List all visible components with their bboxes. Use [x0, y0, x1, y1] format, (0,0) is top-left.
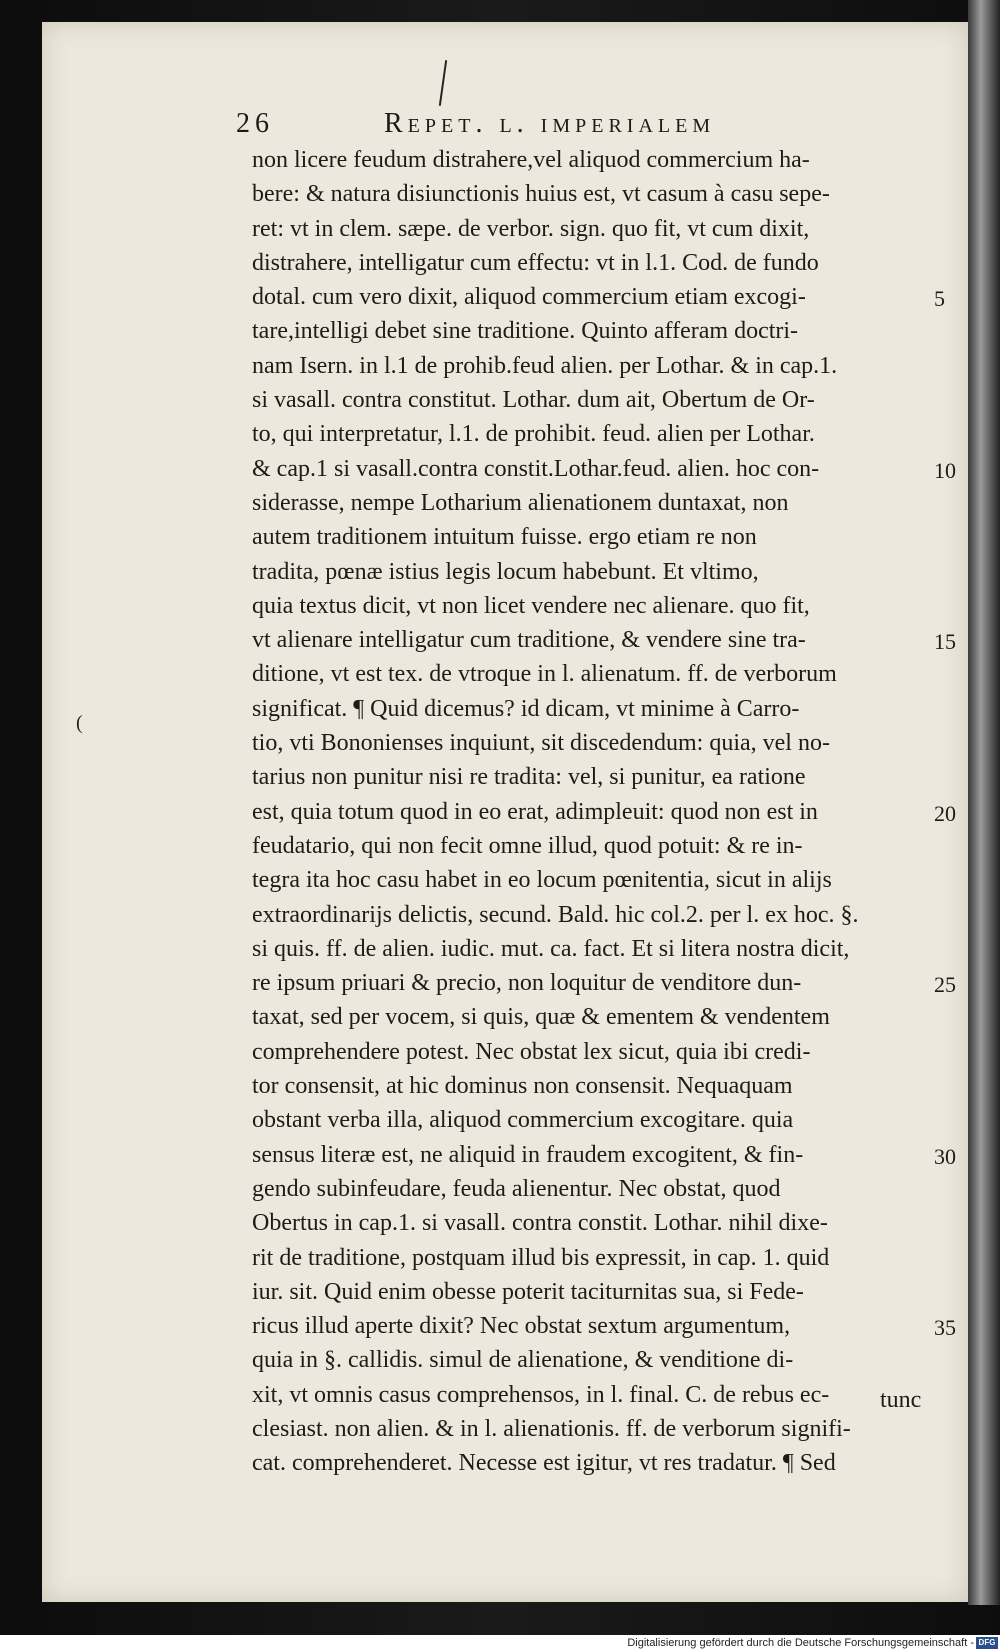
text-line: feudatario, qui non fecit omne illud, quod potuit: & re in- — [252, 832, 803, 859]
text-line: clesiast. non alien. & in l. alienationis. ff. de verborum signifi- — [252, 1415, 851, 1442]
text-line: & cap.1 si vasall.contra constit.Lothar.feud. alien. hoc con- — [252, 455, 820, 482]
margin-line-number: 30 — [934, 1143, 956, 1169]
text-line: ret: vt in clem. sæpe. de verbor. sign. quo fit, vt cum dixit, — [252, 215, 810, 242]
text-line: tio, vti Bononienses inquiunt, sit discedendum: quia, vel no- — [252, 730, 830, 757]
text-line: tradita, pœnæ istius legis locum habebunt. Et vltimo, — [252, 558, 759, 585]
text-line: non licere feudum distrahere,vel aliquod commercium ha- — [252, 147, 810, 173]
margin-line-number: 5 — [934, 286, 945, 312]
text-line: tare,intelligi debet sine traditione. Quinto afferam doctri- — [252, 318, 799, 345]
text-line: est, quia totum quod in eo erat, adimpleuit: quod non est in — [252, 798, 818, 825]
text-line: vt alienare intelligatur cum traditione, & vendere sine tra- — [252, 627, 806, 654]
margin-line-number: 25 — [934, 972, 956, 998]
text-line: cat. comprehenderet. Necesse est igitur, vt res tradatur. ¶ Sed — [252, 1450, 836, 1477]
page-number: 26 — [236, 108, 274, 139]
margin-line-number: 35 — [934, 1315, 956, 1341]
text-line: extraordinarijs delictis, secund. Bald. hic col.2. per l. ex hoc. §. — [252, 901, 859, 928]
digitization-footer — [0, 1635, 1000, 1651]
text-line: quia in §. callidis. simul de alienatione, & venditione di- — [252, 1347, 794, 1374]
text-line: comprehendere potest. Nec obstat lex sicut, quia ibi credi- — [252, 1038, 811, 1065]
text-line: obstant verba illa, aliquod commercium excogitare. quia — [252, 1107, 794, 1134]
text-line: si vasall. contra constitut. Lothar. dum ait, Obertum de Or- — [252, 387, 815, 414]
text-line: significat. ¶ Quid dicemus? id dicam, vt minime à Carro- — [252, 695, 800, 722]
running-title: Repet. l. imperialem — [384, 108, 716, 139]
margin-line-number: 20 — [934, 800, 956, 826]
footer-credit: Digitalisierung gefördert durch die Deutsche Forschungsgemeinschaft - — [627, 1637, 974, 1649]
body-text — [252, 143, 892, 1481]
text-line: tarius non punitur nisi re tradita: vel, si punitur, ea ratione — [252, 764, 806, 791]
text-line: distrahere, intelligatur cum effectu: vt in l.1. Cod. de fundo — [252, 249, 819, 276]
catchword: tunc — [880, 1387, 922, 1413]
margin-line-number: 15 — [934, 629, 956, 655]
text-line: iur. sit. Quid enim obesse poterit taciturnitas sua, si Fede- — [252, 1278, 804, 1305]
text-line: nam Isern. in l.1 de prohib.feud alien. per Lothar. & in cap.1. — [252, 352, 838, 379]
text-line: sensus literæ est, ne aliquid in fraudem excogitent, & fin- — [252, 1141, 804, 1168]
text-line: si quis. ff. de alien. iudic. mut. ca. fact. Et si litera nostra dicit, — [252, 935, 850, 962]
text-line: ditione, vt est tex. de vtroque in l. alienatum. ff. de verborum — [252, 661, 837, 688]
text-line: gendo subinfeudare, feuda alienentur. Nec obstat, quod — [252, 1175, 781, 1202]
text-line: tor consensit, at hic dominus non consensit. Nequaquam — [252, 1073, 793, 1100]
dfg-logo: DFG — [976, 1637, 998, 1649]
margin-line-number: 10 — [934, 457, 956, 483]
text-line: ricus illud aperte dixit? Nec obstat sextum argumentum, — [252, 1313, 791, 1340]
text-line: dotal. cum vero dixit, aliquod commercium etiam excogi- — [252, 284, 806, 311]
text-line: rit de traditione, postquam illud bis expressit, in cap. 1. quid — [252, 1244, 830, 1271]
text-line: quia textus dicit, vt non licet vendere nec alienare. quo fit, — [252, 592, 810, 619]
text-line: to, qui interpretatur, l.1. de prohibit. feud. alien per Lothar. — [252, 421, 815, 448]
stray-ink-mark: ( — [76, 712, 83, 734]
text-line: xit, vt omnis casus comprehensos, in l. final. C. de rebus ec- — [252, 1381, 830, 1408]
text-line: taxat, sed per vocem, si quis, quæ & ementem & vendentem — [252, 1004, 830, 1031]
text-line: tegra ita hoc casu habet in eo locum pœnitentia, sicut in alijs — [252, 867, 832, 894]
text-line: siderasse, nempe Lotharium alienationem duntaxat, non — [252, 489, 789, 516]
text-line: bere: & natura disiunctionis huius est, vt casum à casu sepe- — [252, 181, 830, 208]
text-line: re ipsum priuari & precio, non loquitur de venditore dun- — [252, 970, 802, 997]
text-line: autem traditionem intuitum fuisse. ergo etiam re non — [252, 524, 757, 551]
text-line: Obertus in cap.1. si vasall. contra constit. Lothar. nihil dixe- — [252, 1210, 828, 1237]
